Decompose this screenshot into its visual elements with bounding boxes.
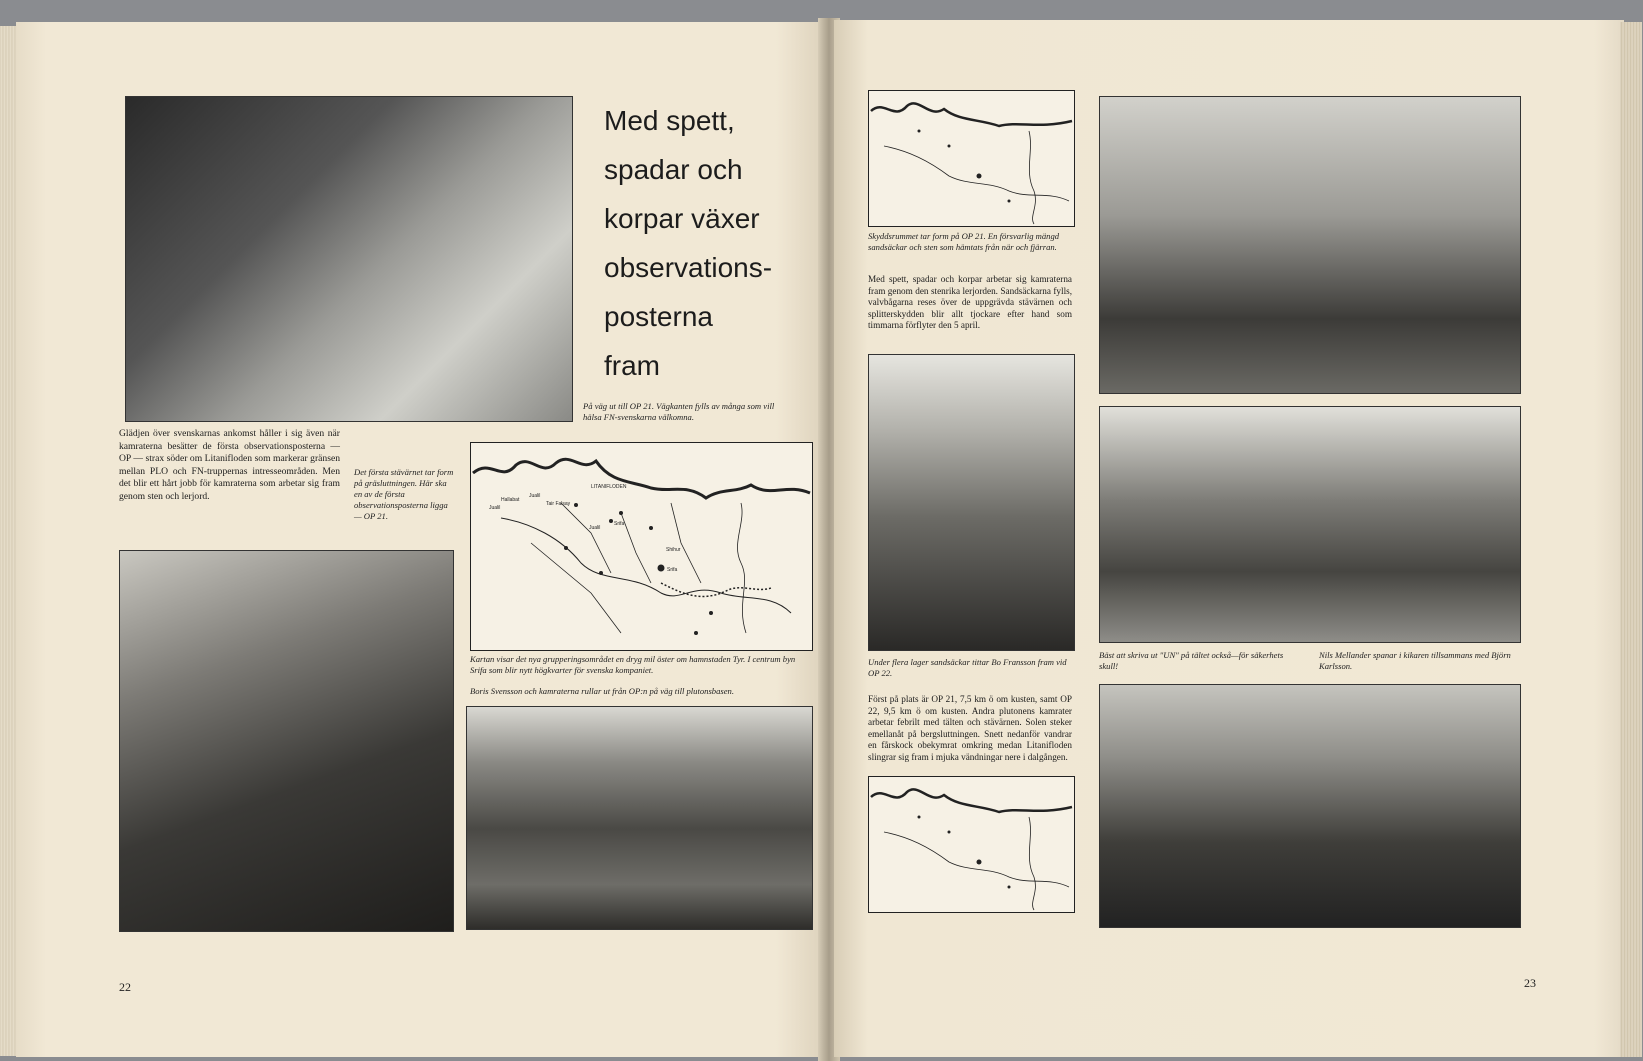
- title-line-1: Med spett,: [604, 105, 735, 136]
- body-text-right-1: Med spett, spadar och korpar arbetar sig kamraterna fram genom den stenrika lerjorden. Sandsäckarna fylls, valvbågarna reses över de uppgrävda stävärnen och splitterskydden blir allt tjockare efter hand som timmarna förflyter den 5 april.: [868, 274, 1072, 331]
- caption-vehicle: Boris Svensson och kamraterna rullar ut från OP:n på väg till plutonsbasen.: [470, 686, 735, 696]
- title-line-2: spadar och: [604, 154, 743, 185]
- map-town-4: Tair Falsay: [546, 501, 571, 507]
- map-town-8: Srifa: [667, 567, 678, 573]
- photo-tent-building: [1099, 96, 1521, 394]
- title-line-6: fram: [604, 350, 660, 381]
- body-text-right-2: Först på plats är OP 21, 7,5 km ö om kusten, samt OP 22, 9,5 km ö om kusten. Andra plutonens kamrater arbetar febrilt med tälten och stävärnen. Solen steker emellanåt på bergsluttningen. Snett nedanför vandrar en fårskock obekymrat omkring medan Litanifloden slingrar sig fram i mjuka vändningar nere i dalgången.: [868, 694, 1072, 762]
- map-small-top-drawing: [869, 91, 1074, 226]
- caption-shelter: Skyddsrummet tar form på OP 21. En försvarlig mängd sandsäckar och sten som hämtats från när och fjärran.: [868, 231, 1060, 252]
- map-small-bottom-drawing: [869, 777, 1074, 912]
- page-edges-right: [1620, 22, 1642, 1057]
- caption-bunker: Under flera lager sandsäckar tittar Bo Fransson fram vid OP 22.: [868, 657, 1067, 678]
- map-town-6: Jualil: [589, 525, 601, 531]
- title-line-3: korpar växer: [604, 203, 760, 234]
- map-town-7: Shihur: [666, 547, 681, 553]
- map-litani-region: [470, 442, 813, 651]
- page-number-right: 23: [1524, 976, 1536, 990]
- left-page: [16, 22, 824, 1057]
- map-town-5: Srifa: [614, 521, 625, 527]
- map-small-bottom: [868, 776, 1075, 913]
- right-page: [834, 20, 1624, 1057]
- title-line-4: observations-: [604, 252, 773, 283]
- photo-bunker-flag: [868, 354, 1075, 651]
- map-town-2: Jualil: [489, 505, 501, 511]
- map-town-3: Jualil: [529, 493, 541, 499]
- photo-un-tent: [1099, 406, 1521, 643]
- photo-binoculars-valley: [1099, 684, 1521, 928]
- caption-tent: Bäst att skriva ut "UN" på tältet också—för säkerhets skull!: [1099, 650, 1284, 671]
- photo-soldier-children: [125, 96, 573, 422]
- map-small-top: [868, 90, 1075, 227]
- caption-binoculars: Nils Mellander spanar i kikaren tillsammans med Björn Karlsson.: [1319, 650, 1511, 671]
- caption-side: Det första stävärnet tar form på gräsluttningen. Här ska en av de första observationsposterna ligga — OP 21.: [354, 467, 454, 521]
- map-drawing: [471, 443, 812, 650]
- body-text-left: Glädjen över svenskarnas ankomst håller i sig även när kamraterna besätter de första observationsposterna — OP — strax söder om Litanifloden som markerar gränsen mellan PLO och FN-truppernas intresseområden. Men det blir ett hårt jobb för kamraterna som arbetar sig fram genom sten och lerjord.: [119, 428, 340, 502]
- photo-vehicle-camp: [466, 706, 813, 930]
- map-town-1: Hallabat: [501, 497, 520, 503]
- article-title: [604, 96, 824, 390]
- page-number-left: 22: [119, 980, 131, 994]
- map-river-label: LITANIFLODEN: [591, 484, 627, 490]
- caption-map: Kartan visar det nya grupperingsområdet en dryg mil öster om hamnstaden Tyr. I centrum byn Srifa som blir nytt högkvarter för svenska kompaniet.: [470, 654, 796, 675]
- title-line-5: posterna: [604, 301, 713, 332]
- photo-soldiers-digging: [119, 550, 454, 932]
- caption-top: På väg ut till OP 21. Vägkanten fylls av många som vill hälsa FN-svenskarna välkomna.: [583, 401, 775, 422]
